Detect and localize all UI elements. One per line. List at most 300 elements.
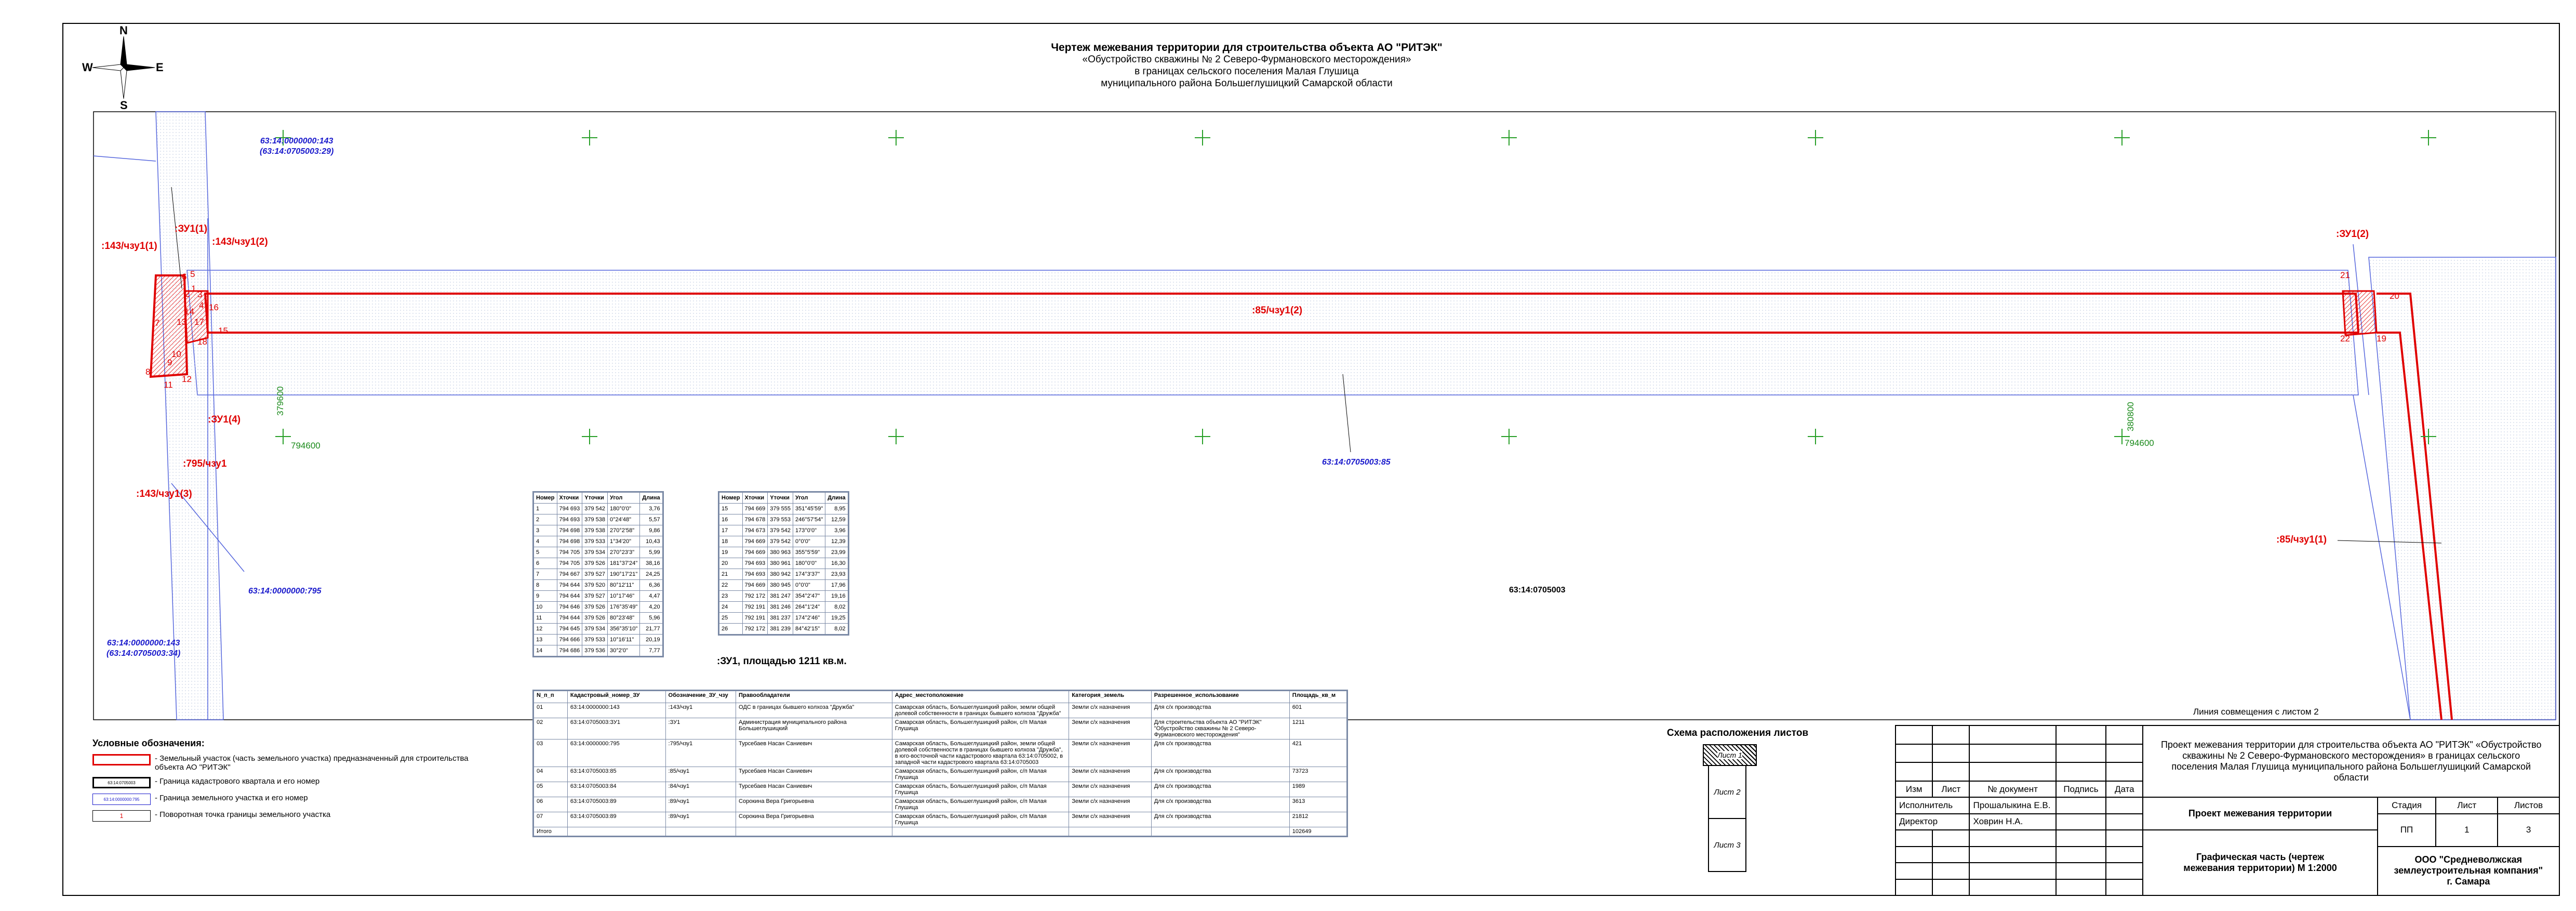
coords-header-cell: Угол [608,492,640,504]
point-22: 22 [2340,334,2350,344]
sheet-1-label: Лист 1 [1717,751,1742,759]
coords-cell: 26 [719,624,743,635]
parcel-header-cell: N_п_п [533,691,568,703]
coords-row [719,558,849,569]
coords-cell: 23 [719,591,743,602]
coords-cell: 23,99 [825,547,848,558]
parcel-cell: Для с/х производства [1151,782,1289,797]
coords-cell: 9 [533,591,557,602]
parcel-cell: Земли с/х назначения [1069,703,1152,718]
parcel-cell [1151,827,1289,837]
label-85: 63:14:0705003:85 [1322,458,1391,467]
stamp-name-2: Ховрин Н.А. [1969,814,2056,830]
label-143-top-a: 63:14:0000000:143 [260,137,333,146]
coords-row [719,547,849,558]
coords-cell: 10°17'46" [608,591,640,602]
coords-row [533,624,663,635]
coords-cell: 2 [533,514,557,525]
coords-cell: 792 191 [742,613,768,624]
coords-row [533,613,663,624]
parcel-cell: Самарская область, Большеглушицкий район, с/п Малая Глушица [892,812,1069,827]
coords-cell: 380 942 [768,569,793,580]
coords-header-cell: Yточки [768,492,793,504]
coords-row [719,624,849,635]
coords-header-cell: Xточки [742,492,768,504]
coords-cell: 11 [533,613,557,624]
parcel-cell [567,827,665,837]
point-6: 6 [182,272,187,282]
parcel-cell: Администрация муниципального района Большеглушицкий [736,718,892,740]
parcel-cell: 01 [533,703,568,718]
parcel-cell: :795/чзу1 [665,740,736,767]
parcel-cell: Земли с/х назначения [1069,767,1152,782]
sheet-3-box: Лист 3 [1708,819,1746,872]
coords-cell: 14 [533,645,557,657]
coords-cell: 794 669 [742,580,768,591]
combine-line-label: Линия совмещения с листом 2 [2193,707,2319,717]
coords-cell: 794 693 [557,504,582,514]
point-3: 3 [197,289,203,299]
sheets-scheme [1660,728,1816,872]
point-1: 1 [191,284,196,294]
coords-cell: 380 961 [768,558,793,569]
parcel-cell: 102649 [1289,827,1347,837]
legend-quarter-box-icon: 63:14:0705003 [92,777,151,788]
grid-label-left-v: 379600 [275,386,285,416]
point-4: 4 [199,300,204,310]
coords-row [533,504,663,514]
coords-cell: 3 [533,525,557,536]
legend-point-icon: 1 [92,810,151,822]
title-line3: в границах сельского поселения Малая Глушица [1134,66,1359,77]
stamp-stage-header: Стадия [2378,797,2436,813]
parcel-cell: :143/чзу1 [665,703,736,718]
grid-label-right-v: 380800 [2126,402,2135,431]
coords-row [719,504,849,514]
coords-row [719,580,849,591]
legend-text-2: - Граница кадастрового квартала и его номер [155,777,320,786]
coords-cell: 3,96 [825,525,848,536]
coords-cell: 84°42'15" [793,624,825,635]
parcel-cell: Для с/х производства [1151,767,1289,782]
parcel-row [533,740,1347,767]
parcel-cell: Сорокина Вера Григорьевна [736,812,892,827]
coords-cell: 174°3'37" [793,569,825,580]
coords-cell: 16 [719,514,743,525]
coords-cell: 379 526 [582,558,608,569]
coords-cell: 794 693 [742,558,768,569]
coords-cell: 17,96 [825,580,848,591]
coords-cell: 8,02 [825,602,848,613]
point-9: 9 [167,358,172,367]
coords-cell: 19 [719,547,743,558]
coords-cell: 379 538 [582,525,608,536]
coords-cell: 1°34'20" [608,536,640,547]
coords-cell: 379 520 [582,580,608,591]
label-zu1-1: :ЗУ1(1) [175,223,208,234]
parcel-cell: Земли с/х назначения [1069,718,1152,740]
coords-cell: 22 [719,580,743,591]
parcel-cell: Для строительства объекта АО "РИТЭК" "Обустройство скважины № 2 Северо-Фурмановского месторождения" [1151,718,1289,740]
parcel-cell: 02 [533,718,568,740]
legend-text-1: - Земельный участок (часть земельного участка) предназначенный для строительства объекта АО "РИТЭК" [155,754,469,772]
parcel-cell [665,827,736,837]
coords-cell: 354°2'47" [793,591,825,602]
parcel-row [533,703,1347,718]
coords-cell: 180°0'0" [793,558,825,569]
coords-cell: 380 945 [768,580,793,591]
coords-header-cell: Длина [825,492,848,504]
coords-cell: 190°17'21" [608,569,640,580]
parcel-cell: :84/чзу1 [665,782,736,797]
parcel-row [533,718,1347,740]
legend-item-2 [92,777,487,788]
sheet-2-box: Лист 2 [1708,766,1746,819]
coords-cell: 4,47 [640,591,663,602]
coords-cell: 12,39 [825,536,848,547]
coords-cell: 379 533 [582,536,608,547]
parcel-cell: Для с/х производства [1151,797,1289,812]
parcel-cell: :89/чзу1 [665,797,736,812]
point-19: 19 [2377,334,2386,344]
coords-cell: 173°0'0" [793,525,825,536]
coords-cell: 24,25 [640,569,663,580]
grid-label-left-h: 794600 [291,441,321,451]
coords-cell: 24 [719,602,743,613]
coords-cell: 15 [719,504,743,514]
coords-cell: 12 [533,624,557,635]
parcel-cell: 63:14:0705003:89 [567,812,665,827]
parcel-header-cell: Разрешенное_использование [1151,691,1289,703]
parcel-cell: 3613 [1289,797,1347,812]
coords-table-left [532,491,664,657]
coords-row [719,613,849,624]
coords-cell: 270°2'58" [608,525,640,536]
coords-cell: 794 646 [557,602,582,613]
parcel-table [532,690,1348,837]
coords-cell: 355°5'59" [793,547,825,558]
point-5: 5 [190,269,195,279]
parcel-cell: 421 [1289,740,1347,767]
coords-cell: 180°0'0" [608,504,640,514]
coords-cell: 794 705 [557,547,582,558]
compass-n: N [119,24,128,37]
coords-cell: 80°12'11" [608,580,640,591]
parcel-cell: Самарская область, Большеглушицкий район, с/п Малая Глушица [892,718,1069,740]
label-143-bottom [106,638,180,659]
label-143-bottom-a: 63:14:0000000:143 [106,639,180,648]
sheet-1-box [1703,744,1757,766]
coords-row [719,591,849,602]
stamp-stage-value: ПП [2378,814,2436,847]
coords-cell: 8,02 [825,624,848,635]
parcel-cell: Земли с/х назначения [1069,740,1152,767]
parcel-cell: 1211 [1289,718,1347,740]
point-14: 14 [184,307,194,316]
coords-cell: 379 527 [582,569,608,580]
coords-row [719,536,849,547]
parcel-cell [736,827,892,837]
coords-row [533,580,663,591]
parcel-cell [892,827,1069,837]
title-stamp [1895,725,2560,896]
coords-cell: 80°23'48" [608,613,640,624]
coords-cell: 380 963 [768,547,793,558]
coords-cell: 4 [533,536,557,547]
point-18: 18 [197,337,207,347]
parcel-header-cell: Адрес_местоположение [892,691,1069,703]
point-16: 16 [209,302,219,312]
legend-red-box-icon [92,754,151,765]
coords-cell: 379 533 [582,635,608,645]
compass-w: W [82,61,93,74]
coords-cell: 794 669 [742,536,768,547]
coords-row [533,514,663,525]
coords-cell: 6 [533,558,557,569]
parcel-cell: Турсебаев Насан Саниевич [736,767,892,782]
parcel-cell: 06 [533,797,568,812]
coords-header-cell: Номер [533,492,557,504]
coords-header-cell: Номер [719,492,743,504]
coords-cell: 19,16 [825,591,848,602]
coords-cell: 0°0'0" [793,536,825,547]
coords-cell: 10°16'11" [608,635,640,645]
coords-cell: 794 644 [557,591,582,602]
coords-cell: 794 705 [557,558,582,569]
parcel-cell: ОДС в границах бывшего колхоза "Дружба" [736,703,892,718]
legend-text-3: - Граница земельного участка и его номер [155,794,308,802]
coords-cell: 381 237 [768,613,793,624]
parcel-header-row [533,691,1347,703]
coords-cell: 794 693 [742,569,768,580]
coords-cell: 0°24'48" [608,514,640,525]
coords-header-cell: Длина [640,492,663,504]
parcel-cell: Итого [533,827,568,837]
parcel-cell: 63:14:0705003:89 [567,797,665,812]
stamp-project-title: Проект межевания территории для строительства объекта АО "РИТЭК" «Обустройство скважины № 2 Северо-Фурмановского месторождения» в границах сельского поселения Малая Глушица муниципального района Большеглушицкий Самарской области [2143,725,2559,797]
coords-cell: 379 534 [582,624,608,635]
parcel-cell: Турсебаев Насан Саниевич [736,740,892,767]
stamp-col-izm: Изм [1896,781,1932,797]
coords-cell: 794 693 [557,514,582,525]
coords-cell: 10 [533,602,557,613]
point-21: 21 [2340,270,2350,280]
coords-cell: 21 [719,569,743,580]
coords-header-cell: Угол [793,492,825,504]
legend-item-4 [92,810,487,822]
coords-row [533,547,663,558]
parcel-cell: 73723 [1289,767,1347,782]
coords-row [719,602,849,613]
parcel-cell: Турсебаев Насан Саниевич [736,782,892,797]
parcel-cell: Земли с/х назначения [1069,797,1152,812]
parcel-cell: Земли с/х назначения [1069,812,1152,827]
parcel-header-cell: Категория_земель [1069,691,1152,703]
coords-cell: 794 644 [557,613,582,624]
point-7: 7 [155,318,160,328]
parcel-cell: 63:14:0705003:ЗУ1 [567,718,665,740]
coords-cell: 0°0'0" [793,580,825,591]
parcel-row [533,827,1347,837]
coords-cell: 794 698 [557,525,582,536]
parcel-cell: 63:14:0705003:85 [567,767,665,782]
stamp-col-sign: Подпись [2056,781,2106,797]
label-85-chzu1-1: :85/чзу1(1) [2276,534,2327,545]
parcel-cell: 21812 [1289,812,1347,827]
parcel-cell: 63:14:0000000:143 [567,703,665,718]
coords-header-row [719,492,849,504]
coords-cell: 379 542 [768,536,793,547]
label-795: 63:14:0000000:795 [248,587,322,596]
label-143-bottom-b: (63:14:0705003:34) [106,649,181,658]
coords-cell: 6,36 [640,580,663,591]
stamp-col-date: Дата [2106,781,2143,797]
coords-row [533,558,663,569]
coords-cell: 5,99 [640,547,663,558]
point-12: 12 [182,374,192,384]
parcel-row [533,797,1347,812]
coords-cell: 5 [533,547,557,558]
coords-cell: 8,95 [825,504,848,514]
coords-cell: 174°2'46" [793,613,825,624]
coords-row [533,645,663,657]
coords-cell: 30°2'0" [608,645,640,657]
legend-title: Условные обозначения: [92,738,205,748]
coords-cell: 8 [533,580,557,591]
legend-item-1 [92,754,487,772]
sheets-scheme-title: Схема расположения листов [1666,728,1809,738]
coords-cell: 176°35'49" [608,602,640,613]
area-caption: :ЗУ1, площадью 1211 кв.м. [717,656,847,667]
coords-cell: 379 542 [582,504,608,514]
parcel-cell: Для с/х производства [1151,740,1289,767]
stamp-list-value: 1 [2436,814,2498,847]
stamp-graphic-part: Графическая часть (чертеж межевания территории) М 1:2000 [2143,830,2377,895]
coords-cell: 379 536 [582,645,608,657]
coords-cell: 379 534 [582,547,608,558]
stamp-company: ООО "Средневолжская землеустроительная компания" г. Самара [2378,847,2559,895]
coords-cell: 9,86 [640,525,663,536]
coords-row [533,525,663,536]
coords-cell: 792 172 [742,591,768,602]
coords-cell: 19,25 [825,613,848,624]
title-line1: Чертеж межевания территории для строительства объекта АО "РИТЭК" [1051,42,1443,54]
drawing-title [883,42,1610,89]
parcel-cell: 05 [533,782,568,797]
coords-cell: 21,77 [640,624,663,635]
coords-cell: 25 [719,613,743,624]
parcel-cell: Самарская область, Большеглушицкий район, с/п Малая Глушица [892,767,1069,782]
legend-item-3 [92,794,487,805]
parcel-header-cell: Кадастровый_номер_ЗУ [567,691,665,703]
parcel-header-cell: Площадь_кв_м [1289,691,1347,703]
parcel-cell [1069,827,1152,837]
label-zu1-2: :ЗУ1(2) [2336,229,2369,240]
coords-cell: 794 686 [557,645,582,657]
coords-cell: 351°45'59" [793,504,825,514]
coords-table-right [718,491,849,636]
parcel-cell: Земли с/х назначения [1069,782,1152,797]
stamp-role-2: Директор [1896,814,1969,830]
legend-text-4: - Поворотная точка границы земельного участка [155,810,331,819]
label-85-chzu1-2: :85/чзу1(2) [1252,305,1303,316]
stamp-lists-header: Листов [2498,797,2559,813]
parcel-cell: Самарская область, Большеглушицкий район, с/п Малая Глушица [892,797,1069,812]
coords-row [533,569,663,580]
stamp-col-doc: № документ [1969,781,2056,797]
coords-cell: 246°57'54" [793,514,825,525]
parcel-cell: Сорокина Вера Григорьевна [736,797,892,812]
coords-row [533,635,663,645]
stamp-name-1: Прошалыкина Е.В. [1969,797,2056,813]
coords-cell: 794 673 [742,525,768,536]
stamp-list-header: Лист [2436,797,2498,813]
coords-cell: 381 247 [768,591,793,602]
coords-row [533,536,663,547]
coords-header-cell: Yточки [582,492,608,504]
parcel-cell: :ЗУ1 [665,718,736,740]
coords-cell: 4,20 [640,602,663,613]
coords-cell: 379 555 [768,504,793,514]
label-143-top-b: (63:14:0705003:29) [260,147,334,156]
point-11: 11 [164,380,173,390]
coords-cell: 5,96 [640,613,663,624]
parcel-cell: 03 [533,740,568,767]
coords-cell: 379 527 [582,591,608,602]
point-13: 13 [177,317,186,327]
coords-cell: 379 526 [582,602,608,613]
parcel-cell: Для с/х производства [1151,812,1289,827]
point-17: 17 [194,317,204,327]
stamp-col-list: Лист [1932,781,1969,797]
coords-cell: 356°35'10" [608,624,640,635]
parcel-cell: :85/чзу1 [665,767,736,782]
coords-cell: 381 246 [768,602,793,613]
coords-cell: 10,43 [640,536,663,547]
stamp-doc-title: Проект межевания территории [2143,797,2377,830]
coords-header-row [533,492,663,504]
coords-cell: 794 667 [557,569,582,580]
coords-cell: 794 678 [742,514,768,525]
parcel-cell: :89/чзу1 [665,812,736,827]
coords-cell: 792 172 [742,624,768,635]
parcel-cell: Самарская область, Большеглушицкий район, с/п Малая Глушица [892,782,1069,797]
coords-cell: 794 669 [742,504,768,514]
point-2: 2 [185,289,190,299]
parcel-cell: Самарская область, Большеглушицкий район, земли общей долевой собственности в границах бывшего колхоза "Дружба" [892,703,1069,718]
coords-cell: 18 [719,536,743,547]
coords-row [719,569,849,580]
legend-parcel-box-icon: 63:14:0000000:795 [92,794,151,805]
coords-row [719,514,849,525]
legend [92,738,487,827]
label-quarter: 63:14:0705003 [1509,586,1566,595]
label-zu1-4: :ЗУ1(4) [208,414,241,425]
coords-cell: 20 [719,558,743,569]
parcel-cell: Самарская область, Большеглушицкий район, земли общей долевой собственности в границах бывшего колхоза "Дружба", в юго-восточной части кадастрового квартала 63:14:0705002, в западной части кадастрового квартала 63:14:0705003 [892,740,1069,767]
compass-s: S [120,99,128,112]
coords-cell: 3,76 [640,504,663,514]
parcel-cell: 601 [1289,703,1347,718]
coords-cell: 379 538 [582,514,608,525]
coords-cell: 23,93 [825,569,848,580]
coords-cell: 5,57 [640,514,663,525]
parcel-row [533,767,1347,782]
point-20: 20 [2390,291,2399,301]
coords-header-cell: Xточки [557,492,582,504]
coords-cell: 12,59 [825,514,848,525]
parcel-cell: 04 [533,767,568,782]
